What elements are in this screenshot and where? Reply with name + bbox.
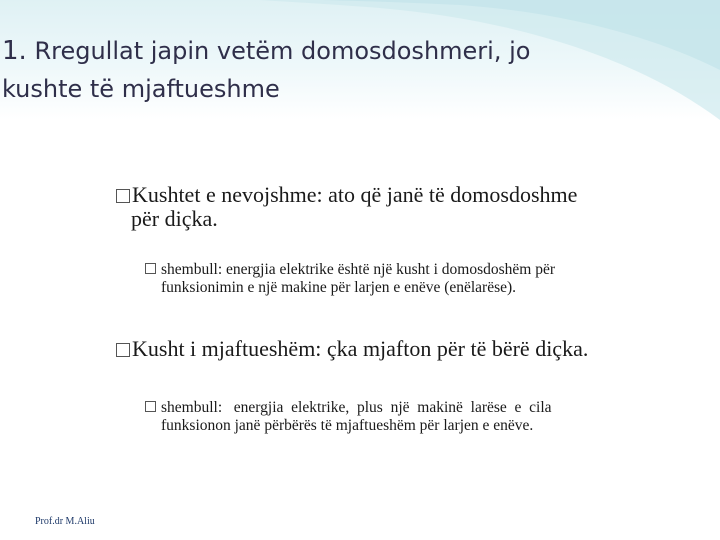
sub-bullet-text-line-2: funksionimin e një makine për larjen e enëve (enëlarëse). xyxy=(161,279,517,296)
bullet-text-line-2: për diçka. xyxy=(131,206,218,231)
title-line-1: Rregullat japin vetëm domosdoshmeri, jo xyxy=(34,37,531,65)
sub-bullet-text-line-2: funksionon janë përbërës të mjaftueshëm për larjen e enëve. xyxy=(161,417,534,434)
bullet-text-line-1: Kusht i mjaftueshëm: çka mjafton për të bërë diçka. xyxy=(132,336,589,361)
bullet-marker-icon xyxy=(116,189,130,203)
bullet-marker-icon xyxy=(116,343,130,357)
bullet-necessary-conditions xyxy=(116,183,716,231)
bullet-sufficient-condition xyxy=(116,337,716,361)
title-number: 1. xyxy=(2,36,27,66)
footer-author: Prof.dr M.Aliu xyxy=(35,516,95,527)
sub-bullet-marker-icon xyxy=(145,263,156,274)
bullet-text-line-1: Kushtet e nevojshme: ato që janë të domosdoshme xyxy=(132,182,578,207)
title-line-2: kushte të mjaftueshme xyxy=(2,75,280,103)
sub-bullet-example-1 xyxy=(145,261,711,297)
sub-bullet-text-line-1: shembull: energjia elektrike, plus një makinë larëse e cila xyxy=(161,399,552,416)
slide-title xyxy=(2,32,642,108)
sub-bullet-text-line-1: shembull: energjia elektrike është një kusht i domosdoshëm për xyxy=(161,261,556,278)
sub-bullet-example-2 xyxy=(145,399,711,435)
sub-bullet-marker-icon xyxy=(145,401,156,412)
